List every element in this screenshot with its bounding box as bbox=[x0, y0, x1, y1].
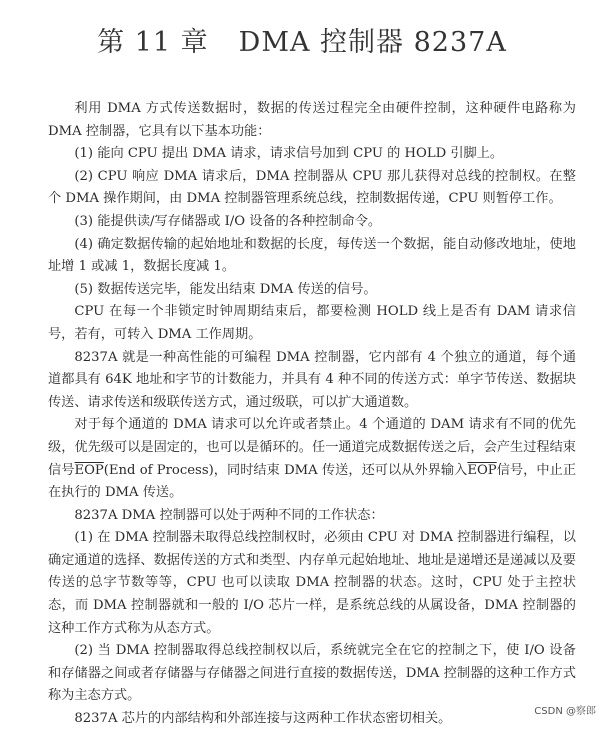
eop-signal: $\overline{EOP}$ bbox=[467, 462, 497, 478]
paragraph: (1) 能向 CPU 提出 DMA 请求，请求信号加到 CPU 的 HOLD 引脚上。 bbox=[74, 146, 504, 162]
eop-signal: $\overline{EOP}$ bbox=[74, 462, 104, 478]
watermark: CSDN @察郎 bbox=[534, 706, 596, 717]
chapter-number: 第 11 章 bbox=[97, 27, 209, 58]
paragraph: (2) CPU 响应 DMA 请求后，DMA 控制器从 CPU 那儿获得对总线的控制权。在整个 DMA 操作期间，由 DMA 控制器管理系统总线，控制数据传递，CPU 则暂停工作。 bbox=[48, 168, 576, 207]
chapter-title bbox=[0, 20, 604, 59]
paragraph: (1) 在 DMA 控制器未取得总线控制权时，必须由 CPU 对 DMA 控制器进行编程，以确定通道的选择、数据传送的方式和类型、内存单元起始地址、地址是递增还是递减以及要传送的总字节数等等，CPU 也可以读取 DMA 控制器的状态。这时，CPU 处于主控状态，而 DMA 控制器就和一般的 I/O 芯片一样，是系统总线的从属设备，DMA 控制器的这种工作方式称为从态方式。 bbox=[48, 530, 576, 636]
document-body bbox=[48, 98, 576, 731]
chapter-name: DMA 控制器 8237A bbox=[238, 27, 507, 58]
paragraph-text: 对于每个通道的 DMA 请求可以允许或者禁止。4 个通道的 DAM 请求有不同的优先级，优先级可以是固定的，也可以是循环的。任一通道完成数据传送之后，会产生过程结束信号 bbox=[48, 417, 576, 478]
paragraph: 8237A 就是一种高性能的可编程 DMA 控制器，它内部有 4 个独立的通道，每个通道都具有 64K 地址和字节的计数能力，并具有 4 种不同的传送方式：单字节传送、数据块传送、请求传送和级联传送方式，通过级联，可以扩大通道数。 bbox=[48, 349, 576, 410]
paragraph-text: (End of Process)，同时结束 DMA 传送，还可以从外界输入 bbox=[103, 462, 468, 478]
paragraph bbox=[48, 414, 576, 504]
paragraph: 8237A DMA 控制器可以处于两种不同的工作状态： bbox=[74, 507, 384, 523]
paragraph: (4) 确定数据传输的起始地址和数据的长度，每传送一个数据，能自动修改地址，使地址增 1 或减 1，数据长度减 1。 bbox=[48, 236, 576, 275]
paragraph: (3) 能提供读/写存储器或 I/O 设备的各种控制命令。 bbox=[74, 213, 382, 229]
paragraph: CPU 在每一个非锁定时钟周期结束后，都要检测 HOLD 线上是否有 DAM 请求信号，若有，可转入 DMA 工作周期。 bbox=[48, 304, 576, 342]
paragraph: (2) 当 DMA 控制器取得总线控制权以后，系统就完全在它的控制之下，使 I/O 设备和存储器之间或者存储器与存储器之间进行直接的数据传送，DMA 控制器的这种工作方式称为主态方式。 bbox=[48, 643, 576, 704]
paragraph: 8237A 芯片的内部结构和外部连接与这两种工作状态密切相关。 bbox=[74, 711, 452, 727]
paragraph-text: 信号，中止正在执行的 DMA 传送。 bbox=[48, 462, 577, 501]
paragraph: (5) 数据传送完毕，能发出结束 DMA 传送的信号。 bbox=[74, 281, 377, 297]
paragraph: 利用 DMA 方式传送数据时，数据的传送过程完全由硬件控制，这种硬件电路称为 DMA 控制器，它具有以下基本功能： bbox=[48, 101, 576, 139]
